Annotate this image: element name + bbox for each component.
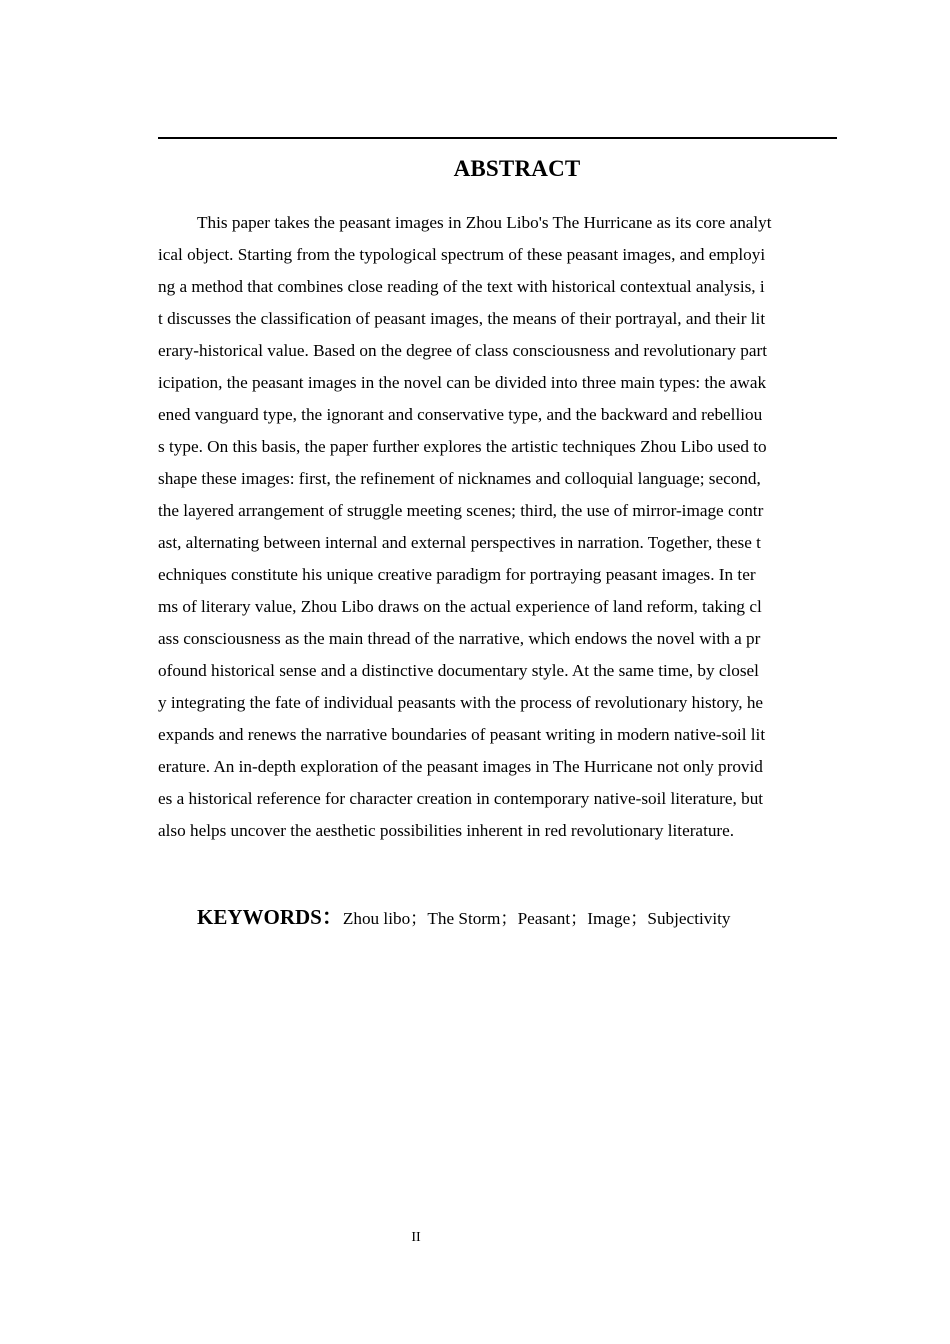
page-number: II [411, 1230, 421, 1245]
abstract-line: ened vanguard type, the ignorant and conservative type, and the backward and rebelliou [158, 405, 763, 424]
abstract-line: expands and renews the narrative boundaries of peasant writing in modern native-soil lit [158, 725, 766, 744]
abstract-line: ofound historical sense and a distinctive documentary style. At the same time, by closel [158, 661, 759, 680]
keywords-line [197, 902, 897, 935]
abstract-line: the layered arrangement of struggle meeting scenes; third, the use of mirror-image contr [158, 501, 764, 520]
abstract-line: y integrating the fate of individual peasants with the process of revolutionary history, he [158, 693, 764, 712]
abstract-line: s type. On this basis, the paper further explores the artistic techniques Zhou Libo used to [158, 437, 767, 456]
abstract-line: ass consciousness as the main thread of the narrative, which endows the novel with a pr [158, 629, 761, 648]
abstract-line: t discusses the classification of peasant images, the means of their portrayal, and their lit [158, 309, 766, 328]
abstract-line: also helps uncover the aesthetic possibilities inherent in red revolutionary literature. [158, 821, 735, 840]
abstract-line: erature. An in-depth exploration of the peasant images in The Hurricane not only provid [158, 757, 763, 776]
keywords-text: Zhou libo；The Storm；Peasant；Image；Subjectivity [342, 909, 731, 928]
abstract-line: ms of literary value, Zhou Libo draws on the actual experience of land reform, taking cl [158, 597, 762, 616]
abstract-body [158, 207, 848, 847]
keywords-label: KEYWORDS： [197, 905, 343, 929]
abstract-line: icipation, the peasant images in the novel can be divided into three main types: the awak [158, 373, 767, 392]
abstract-line: ical object. Starting from the typological spectrum of these peasant images, and employi [158, 245, 766, 264]
abstract-line: ng a method that combines close reading of the text with historical contextual analysis, i [158, 277, 765, 296]
abstract-line: erary-historical value. Based on the degree of class consciousness and revolutionary part [158, 341, 767, 360]
abstract-line: echniques constitute his unique creative paradigm for portraying peasant images. In ter [158, 565, 756, 584]
abstract-line: es a historical reference for character creation in contemporary native-soil literature, but [158, 789, 764, 808]
abstract-title: ABSTRACT [453, 156, 581, 181]
abstract-line: ast, alternating between internal and external perspectives in narration. Together, these t [158, 533, 761, 552]
abstract-line: This paper takes the peasant images in Zhou Libo's The Hurricane as its core analyt [197, 213, 772, 232]
header-rule [158, 137, 837, 139]
abstract-line: shape these images: first, the refinement of nicknames and colloquial language; second, [158, 469, 761, 488]
